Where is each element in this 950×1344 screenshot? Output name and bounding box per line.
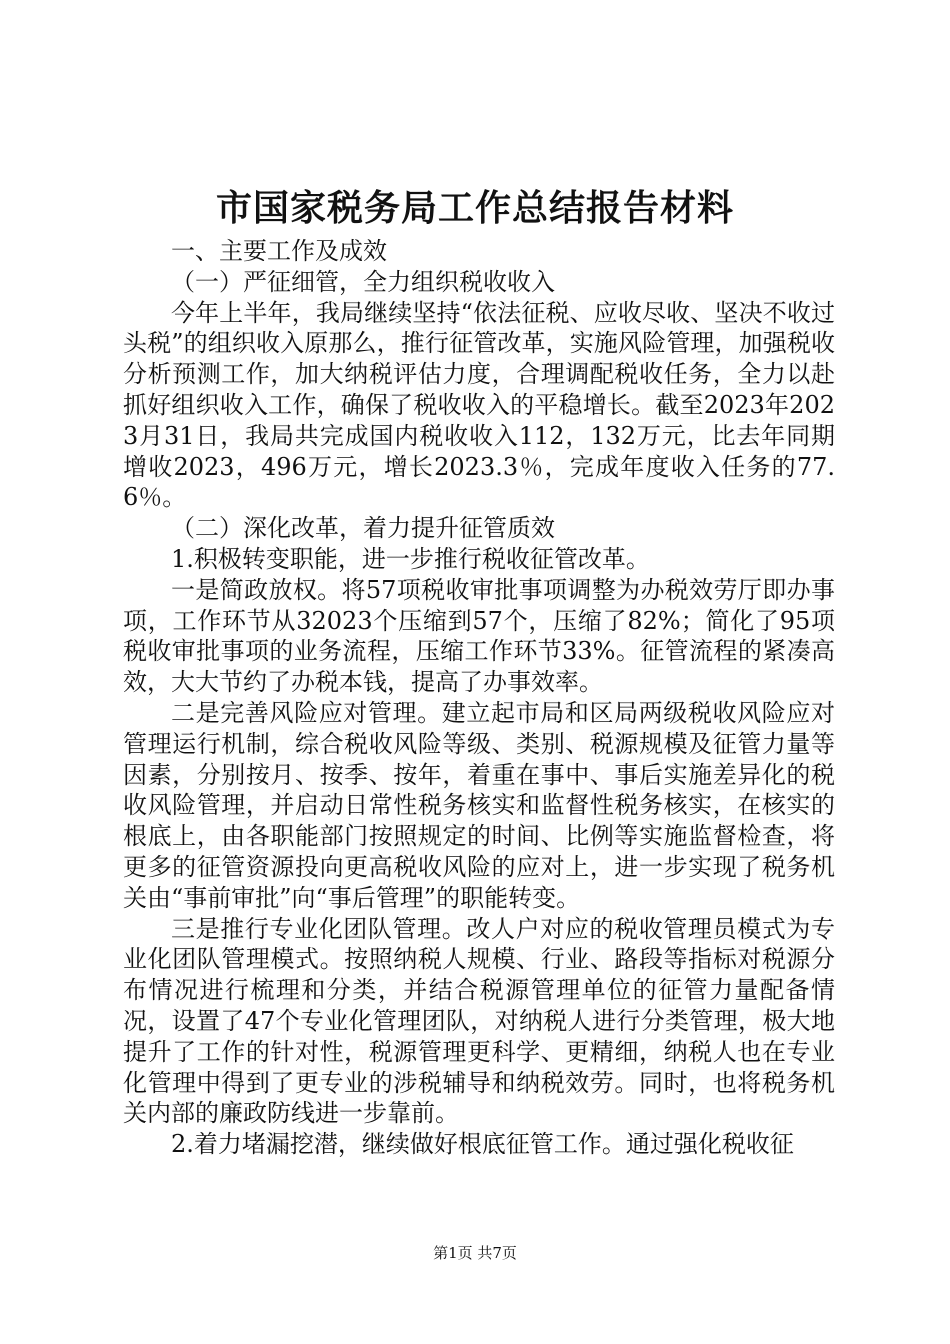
page-footer: 第1页 共7页: [433, 1244, 517, 1262]
paragraph-loophole-plugging: 2.着力堵漏挖潜，继续做好根底征管工作。通过强化税收征: [171, 1130, 794, 1159]
subsection-heading-tax-collection: （一）严征细管，全力组织税收收入: [171, 267, 555, 296]
paragraph-revenue-summary: 今年上半年，我局继续坚持“依法征税、应收尽收、坚决不收过头税”的组织收入原那么，推行征管改革，实施风险管理，加强税收分析预测工作，加大纳税评估力度，合理调配税收任务，全力以赴抓好组织收入工作，确保了税收收入的平稳增长。截至2023年2023月31日，我局共完成国内税收收入112，132万元，比去年同期增收2023，496万元，增长2023.3％，完成年度收入任务的77.6％。: [123, 298, 835, 512]
document-title: 市国家税务局工作总结报告材料: [215, 187, 734, 229]
section-heading-main-work: 一、主要工作及成效: [171, 237, 387, 265]
item-heading-function-shift: 1.积极转变职能，进一步推行税收征管改革。: [171, 544, 650, 573]
paragraph-risk-management: 二是完善风险应对管理。建立起市局和区局两级税收风险应对管理运行机制，综合税收风险等级、类别、税源规模及征管力量等因素，分别按月、按季、按年，着重在事中、事后实施差异化的税收风险管理，并启动日常性税务核实和监督性税务核实，在核实的根底上，由各职能部门按照规定的时间、比例等实施监督检查，将更多的征管资源投向更高税收风险的应对上，进一步实现了税务机关由“事前审批”向“事后管理”的职能转变。: [123, 698, 835, 912]
subsection-heading-reform: （二）深化改革，着力提升征管质效: [171, 514, 555, 543]
document-body: [123, 236, 835, 1160]
paragraph-team-management: 三是推行专业化团队管理。改人户对应的税收管理员模式为专业化团队管理模式。按照纳税人规模、行业、路段等指标对税源分布情况进行梳理和分类，并结合税源管理单位的征管力量配备情况，设置了47个专业化管理团队，对纳税人进行分类管理，极大地提升了工作的针对性，税源管理更科学、更精细，纳税人也在专业化管理中得到了更专业的涉税辅导和纳税效劳。同时，也将税务机关内部的廉政防线进一步靠前。: [123, 914, 835, 1128]
paragraph-simplify-administration: 一是简政放权。将57项税收审批事项调整为办税效劳厅即办事项，工作环节从32023个压缩到57个，压缩了82%；简化了95项税收审批事项的业务流程，压缩工作环节33%。征管流程的紧凑高效，大大节约了办税本钱，提高了办事效率。: [123, 575, 835, 697]
